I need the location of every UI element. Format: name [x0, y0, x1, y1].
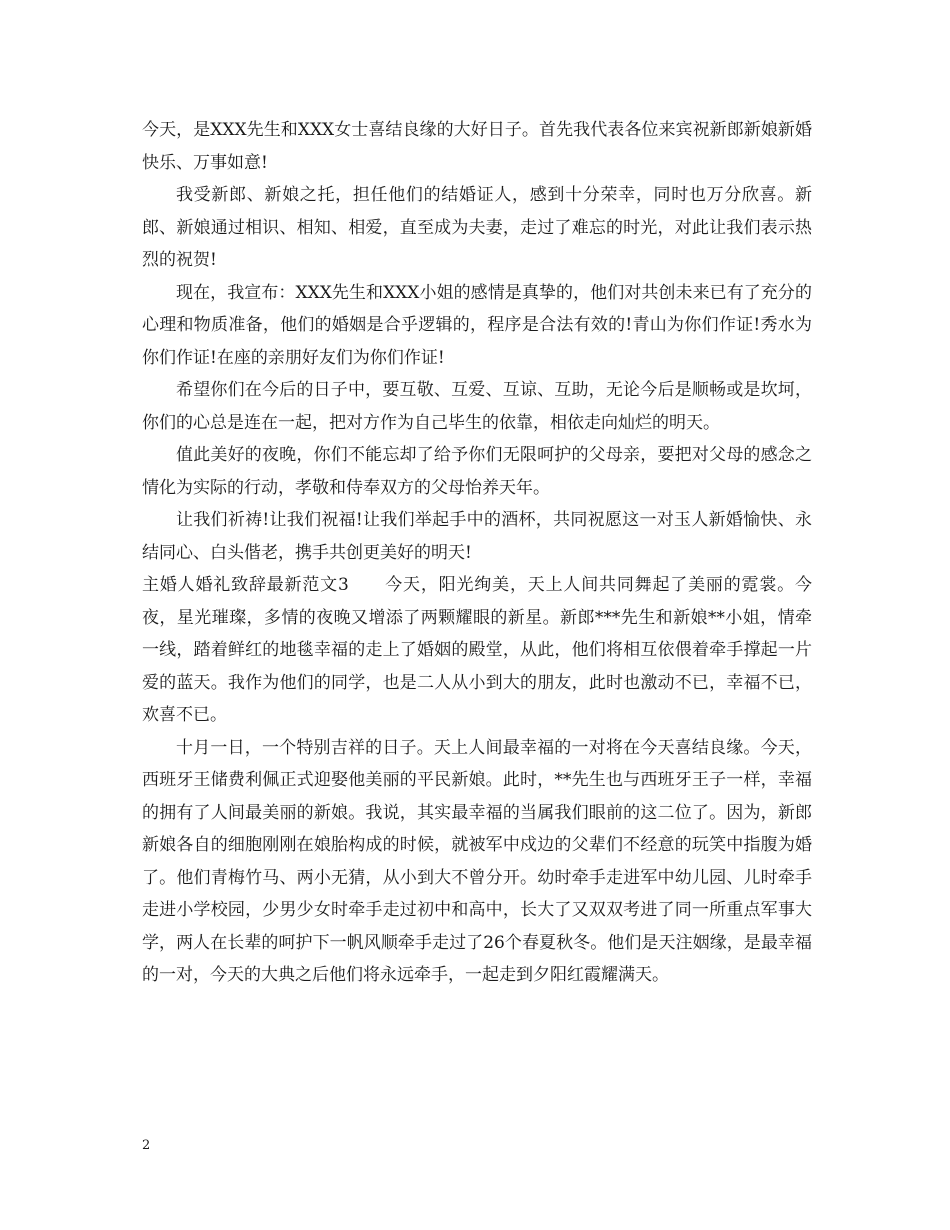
paragraph-7-section-heading: 主婚人婚礼致辞最新范文3 今天，阳光绚美，天上人间共同舞起了美丽的霓裳。今夜，星光璀璨，多情的夜晚又增添了两颗耀眼的新星。新郎***先生和新娘**小姐，情牵一线，踏着鲜红的地毯幸福的走上了婚姻的殿堂，从此，他们将相互依偎着牵手撑起一片爱的蓝天。我作为他们的同学，也是二人从小到大的朋友，此时也激动不已，幸福不已，欢喜不已。 [142, 575, 812, 725]
paragraph-4: 希望你们在今后的日子中，要互敬、互爱、互谅、互助，无论今后是顺畅或是坎坷，你们的心总是连在一起，把对方作为自己毕生的依靠，相依走向灿烂的明天。 [142, 380, 812, 433]
paragraph-6: 让我们祈祷!让我们祝福!让我们举起手中的酒杯，共同祝愿这一对玉人新婚愉快、永结同心、白头偕老，携手共创更美好的明天! [142, 510, 812, 563]
paragraph-5: 值此美好的夜晚，你们不能忘却了给予你们无限呵护的父母亲，要把对父母的感念之情化为实际的行动，孝敬和侍奉双方的父母怡养天年。 [142, 445, 812, 498]
page-number: 2 [142, 1138, 151, 1153]
paragraph-2: 我受新郎、新娘之托，担任他们的结婚证人，感到十分荣幸，同时也万分欣喜。新郎、新娘通过相识、相知、相爱，直至成为夫妻，走过了难忘的时光，对此让我们表示热烈的祝贺! [142, 185, 812, 270]
paragraph-8: 十月一日，一个特别吉祥的日子。天上人间最幸福的一对将在今天喜结良缘。今天，西班牙王储费利佩正式迎娶他美丽的平民新娘。此时，**先生也与西班牙王子一样，幸福的拥有了人间最美丽的新娘。我说，其实最幸福的当属我们眼前的这二位了。因为，新郎新娘各自的细胞刚刚在娘胎构成的时候，就被军中戍边的父辈们不经意的玩笑中指腹为婚了。他们青梅竹马、两小无猜，从小到大不曾分开。幼时牵手走进军中幼儿园、儿时牵手走进小学校园，少男少女时牵手走过初中和高中，长大了又双双考进了同一所重点军事大学，两人在长辈的呵护下一帆风顺牵手走过了26个春夏秋冬。他们是天注姻缘，是最幸福的一对，今天的大典之后他们将永远牵手，一起走到夕阳红霞耀满天。 [142, 737, 812, 985]
paragraph-1: 今天，是XXX先生和XXX女士喜结良缘的大好日子。首先我代表各位来宾祝新郎新娘新婚快乐、万事如意! [142, 120, 812, 173]
paragraph-3: 现在，我宣布：XXX先生和XXX小姐的感情是真挚的，他们对共创未来已有了充分的心理和物质准备，他们的婚姻是合乎逻辑的，程序是合法有效的!青山为你们作证!秀水为你们作证!在座的亲朋好友们为你们作证! [142, 282, 812, 368]
document-body [142, 114, 812, 992]
